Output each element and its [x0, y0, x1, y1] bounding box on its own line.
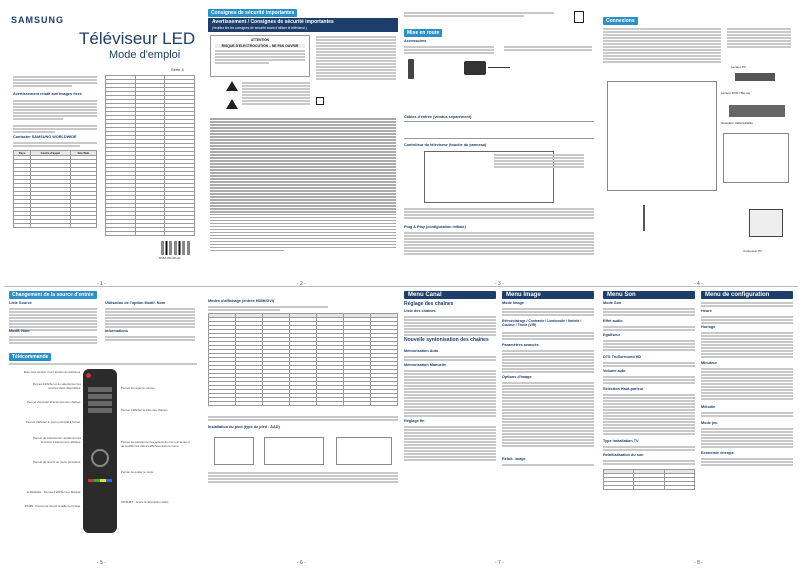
- sound-section: Volume auto: [603, 369, 626, 373]
- plug-play-text: [404, 231, 594, 256]
- accessories-text-2: [504, 45, 592, 52]
- connections-text: [603, 27, 721, 64]
- recycle-text: [404, 11, 554, 18]
- warning-icons-text: [242, 81, 310, 106]
- power-button-icon: [86, 373, 91, 378]
- remote-label: E-MANUEL : Permet d'afficher le e-Manual.: [27, 490, 81, 494]
- channel-list-text: [404, 315, 496, 337]
- panel-notes: [404, 207, 594, 220]
- tv-back-panel: [723, 133, 789, 183]
- setup-menu-intro: [701, 301, 793, 308]
- melody-text: [701, 411, 793, 418]
- channel-section: Réglage fin: [404, 419, 425, 423]
- warning-box: [210, 35, 310, 77]
- clock-text: [701, 331, 793, 359]
- remote-label: P.SIZE : Permet de choisir la taille de l'image.: [24, 504, 81, 508]
- double-insulation-icon: [316, 97, 324, 105]
- game-mode-text: [701, 427, 793, 449]
- still-image-text: [13, 99, 97, 121]
- safety-title: Avertissement / Consignes de sécurité importantes: [212, 19, 334, 25]
- setup-section: Horloge: [701, 325, 716, 329]
- setup-section: Minuteur: [701, 361, 718, 365]
- edit-name-text: [9, 335, 97, 345]
- remote-label: Permet d'afficher la Liste des chaînes.: [121, 408, 169, 412]
- number-keypad: [88, 385, 112, 415]
- connections-text-2: [727, 27, 791, 49]
- page-display-modes: [208, 291, 398, 553]
- connections-header: Connexions: [603, 17, 638, 25]
- display-modes-intro: [208, 305, 328, 312]
- stand-title: Installation du pied (type de pied : AAD): [208, 425, 280, 429]
- remote-label: Permet d'afficher le menu principal à l'écran.: [26, 420, 81, 424]
- setup-menu-header: Menu de configuration: [701, 291, 793, 299]
- edit-name-usage-title: Utilisation de l'option Modif. Nom: [105, 301, 166, 305]
- page-number-7: - 7 -: [495, 560, 504, 566]
- color-buttons: [88, 479, 112, 482]
- cover-title: Téléviseur LED: [79, 29, 196, 48]
- display-modes-notes: [208, 415, 398, 422]
- remote-label: Permet d'accéder directement aux chaînes.: [27, 400, 81, 404]
- sound-section: Type installation TV: [603, 439, 639, 443]
- remote-control-illustration: [83, 369, 117, 533]
- picture-section: Options d'image: [502, 375, 532, 379]
- page-number-4: - 4 -: [694, 281, 703, 287]
- remote-label: Permet de revenir au menu précédent.: [33, 460, 81, 464]
- contact-text: [13, 141, 97, 148]
- connection-label: Connexion PC: [743, 249, 763, 253]
- sound-section: Effet audio: [603, 319, 623, 323]
- warning-text: [215, 50, 305, 64]
- panel-text: [494, 153, 584, 169]
- cover-subtitle: Mode d'emploi: [109, 49, 181, 61]
- display-modes-title: Modes d'affichage (entrée HDMI/DVI): [208, 299, 275, 303]
- remote-icon: [408, 59, 414, 79]
- remote-label: Mise sous tension / hors tension du téléviseur.: [23, 370, 81, 374]
- remote-header: Télécommande: [9, 353, 51, 361]
- page-number-3: - 3 -: [495, 281, 504, 287]
- channel-section: Nouvelle syntonisation des chaînes: [404, 337, 489, 343]
- contact-table: [13, 150, 97, 228]
- timer-text: [701, 367, 793, 401]
- attention-label: ATTENTION: [250, 38, 269, 42]
- risk-label: RISQUE D'ELECTROCUTION – NE PAS OUVRIR: [215, 44, 305, 48]
- setup-section: Heure: [701, 309, 712, 313]
- safety-body-text: [210, 117, 396, 253]
- tv-installation-text: [603, 445, 695, 452]
- remote-label: Permet de sélectionner les options du menu à l'écran et de modifier les valeurs affichées dans le menu.: [121, 440, 190, 448]
- lightning-icon: [226, 99, 238, 109]
- stand-notes: [208, 471, 398, 484]
- setup-section: Economie énergie: [701, 451, 734, 455]
- auto-store-text: [404, 355, 496, 362]
- cables-title: Câbles d'entrée (vendus séparément): [404, 115, 472, 119]
- page-connections: [603, 9, 793, 271]
- recycle-bin-icon: [574, 11, 584, 23]
- sound-section: Egaliseur: [603, 333, 621, 337]
- barcode: [161, 241, 191, 255]
- picture-adjust-text: [502, 331, 594, 341]
- page-number-8: - 8 -: [694, 560, 703, 566]
- time-text: [701, 315, 793, 325]
- auto-volume-text: [603, 375, 695, 385]
- setup-section: Mode jeu: [701, 421, 718, 425]
- remote-intro: [9, 362, 197, 366]
- channel-section: Mémorisation Manuelle: [404, 363, 446, 367]
- channel-header: Menu Canal: [404, 291, 496, 299]
- remote-label: Permet de quitter le menu.: [121, 470, 154, 474]
- safety-subtitle: (Veuillez lire les consignes de sécurité avant d'utiliser le téléviseur.): [212, 26, 307, 30]
- sound-mode-text: [603, 307, 695, 317]
- eco-text: [701, 457, 793, 467]
- picture-header: Menu Image: [502, 291, 594, 299]
- sound-section: Mode Son: [603, 301, 622, 305]
- accessories-text: [404, 45, 494, 55]
- edit-name-title: Modif. Nom: [9, 329, 30, 333]
- page-channel-picture: [404, 291, 594, 553]
- decoder-icon: [729, 105, 785, 117]
- connection-label: Décodeur câble/satellite: [721, 121, 754, 125]
- advanced-settings-text: [502, 349, 594, 374]
- page-number-5: - 5 -: [97, 560, 106, 566]
- setup-section: Mélodie: [701, 405, 716, 409]
- picture-section: Paramètres avancés: [502, 343, 539, 347]
- sound-section: DTS TruSurround HD: [603, 355, 642, 359]
- cables-strip: [404, 121, 594, 139]
- dvd-player-icon: [735, 73, 775, 81]
- display-modes-table: [208, 313, 398, 406]
- picture-mode-text: [502, 307, 594, 317]
- brand-logo: SAMSUNG: [11, 15, 65, 25]
- channel-section: Liste des chaînes: [404, 309, 436, 313]
- table-header: Centre d'appel: [30, 151, 70, 156]
- setup-header: Mise en route: [404, 29, 442, 37]
- page-source-remote: [9, 291, 197, 553]
- adapter-icon: [464, 61, 486, 75]
- fine-tune-text: [404, 425, 496, 462]
- page-safety: [208, 9, 398, 271]
- sound-section: Réinitialisation du son: [603, 453, 644, 457]
- warning-icon: [226, 81, 238, 91]
- picture-section: Mode Image: [502, 301, 524, 305]
- speaker-select-text: [603, 393, 695, 436]
- contact-table-2: [105, 75, 195, 236]
- edit-name-usage-text: [105, 307, 195, 329]
- antenna-icon: [643, 205, 645, 231]
- connection-label: Lecteur DVD / Blu-ray: [721, 91, 751, 95]
- accessories-title: Accessoires: [404, 39, 427, 43]
- page-number-6: - 6 -: [297, 560, 306, 566]
- section-contact: Contacter SAMSUNG WORLDWIDE: [13, 135, 77, 139]
- sound-output-table: [603, 469, 695, 490]
- section-still-image: Avertissement relatif aux images fixes: [13, 92, 82, 96]
- barcode-text: BN68-05118A-00: [159, 256, 181, 260]
- pc-monitor-icon: [749, 209, 783, 237]
- dts-text: [603, 361, 695, 368]
- sound-effect-text: [603, 325, 695, 332]
- stand-diagram-1: [214, 437, 254, 465]
- table-header: Pays: [14, 151, 31, 156]
- page-number-2: - 2 -: [297, 281, 306, 287]
- sound-section: Sélection Haut-parleur: [603, 387, 644, 391]
- picture-section: Réinit. image: [502, 457, 526, 461]
- connection-diagram: [607, 81, 717, 191]
- remote-label: Permet de régler le volume.: [121, 386, 156, 390]
- page-setup: [404, 9, 594, 271]
- picture-section: Rétroéclairage / Contraste / Luminosité / Netteté / Couleur / Teinte (V/R): [502, 319, 582, 327]
- channel-section: Mémorisation Auto: [404, 349, 439, 353]
- page-number-1: - 1 -: [97, 281, 106, 287]
- channel-section: Réglage des chaînes: [404, 301, 454, 307]
- remote-label: AD/SUBT. : Active la description audio.: [121, 500, 170, 504]
- sound-reset-text: [603, 459, 695, 466]
- table-header: Site Web: [70, 151, 96, 156]
- remote-label: Permet de sélectionner rapidement les fonctions fréquemment utilisées.: [33, 436, 81, 444]
- source-list-title: Liste Source: [9, 301, 32, 305]
- stand-diagram-3: [336, 437, 392, 465]
- plug-play-title: Plug & Play (configuration initiale): [404, 225, 466, 229]
- safety-header: Consignes de sécurité importantes: [208, 9, 297, 17]
- manual-store-text: [404, 369, 496, 418]
- horizontal-divider: [4, 286, 798, 287]
- cover-series: Série 4: [171, 67, 184, 72]
- equalizer-text: [603, 339, 695, 352]
- cover-note-text: [13, 124, 97, 134]
- panel-title: Contrôleur du téléviseur (touche du panneau): [404, 143, 487, 147]
- info-title: Informations: [105, 329, 128, 333]
- stand-diagram-2: [264, 437, 324, 465]
- page-sound-setup: [603, 291, 793, 553]
- connection-label: Lecteur PC: [731, 65, 747, 69]
- info-text: [105, 335, 195, 342]
- sound-header: Menu Son: [603, 291, 695, 299]
- page-cover: [9, 9, 197, 271]
- remote-label: Permet d'afficher et de sélectionner les sources vidéo disponibles.: [32, 382, 81, 390]
- cover-intro-text: [13, 75, 97, 88]
- right-safety-text: [316, 35, 396, 81]
- cable-icon: [488, 67, 510, 68]
- navigation-pad-icon: [91, 449, 109, 467]
- picture-options-text: [502, 381, 594, 448]
- source-header: Changement de la source d'entrée: [9, 291, 97, 299]
- picture-reset-text: [502, 463, 594, 467]
